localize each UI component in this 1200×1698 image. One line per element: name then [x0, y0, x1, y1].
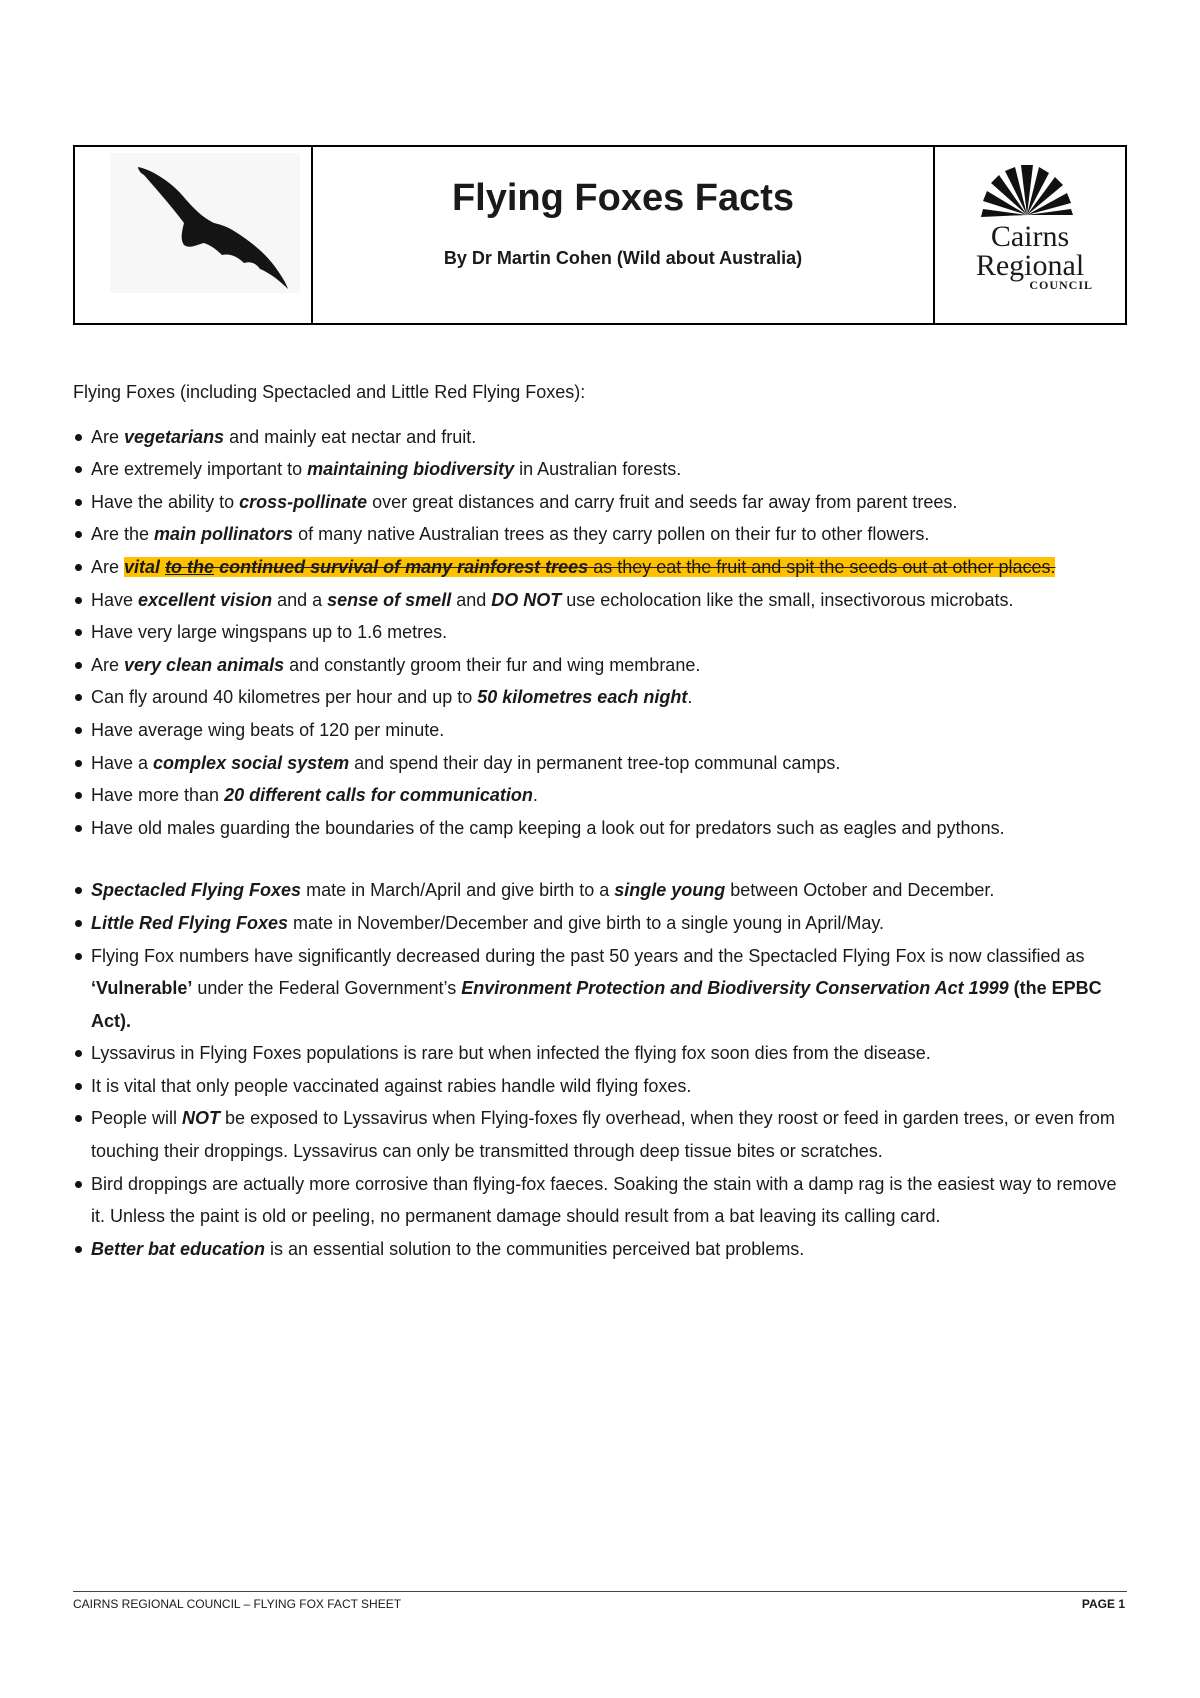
fact-text: Spectacled Flying Foxes — [91, 880, 302, 901]
header-table — [73, 145, 1127, 325]
fact-text: Flying Fox numbers have significantly decreased during the past 50 years and the Spectacled Flying Fox is now classified as — [91, 945, 1085, 966]
fact-text: main pollinators — [154, 524, 294, 545]
fact-text: 20 different calls for communication — [224, 785, 533, 806]
fact-text: and spend their day in permanent tree-top communal camps. — [349, 752, 841, 773]
fact-text: to the — [165, 556, 215, 577]
fact-text: excellent vision — [138, 589, 273, 610]
fact-item — [73, 907, 1133, 940]
fact-text: . — [687, 687, 693, 708]
fact-text: Have the ability to — [91, 491, 240, 512]
fact-item — [73, 551, 1133, 584]
fact-item — [73, 779, 1133, 812]
fact-text: Have very large wingspans up to 1.6 metres. — [91, 622, 448, 643]
fact-text: (the EPBC Act). — [91, 978, 1102, 1031]
fact-text: and a — [272, 589, 328, 610]
fact-text: continued survival of many rainforest trees — [219, 556, 589, 577]
footer-document-name: CAIRNS REGIONAL COUNCIL – FLYING FOX FACT SHEET — [73, 1597, 402, 1611]
fact-text: DO NOT — [491, 589, 562, 610]
fact-text: single young — [614, 880, 726, 901]
fact-text: People will — [91, 1108, 183, 1129]
facts-list-general — [73, 421, 1133, 845]
header-logo-cell — [935, 147, 1125, 323]
fact-text: Are — [91, 654, 125, 675]
fact-text: complex social system — [153, 752, 350, 773]
fact-text: very clean animals — [124, 654, 285, 675]
fact-text: Can fly around 40 kilometres per hour and up to — [91, 687, 478, 708]
fact-text: mate in March/April and give birth to a — [301, 880, 615, 901]
fact-text: Better bat education — [91, 1238, 266, 1259]
fact-item — [73, 874, 1133, 907]
fact-text: of many native Australian trees as they carry pollen on their fur to other flowers. — [293, 524, 930, 545]
fact-text: over great distances and carry fruit and seeds far away from parent trees. — [367, 491, 958, 512]
fact-sheet-body — [73, 376, 1133, 1265]
fact-text: as they eat the fruit and spit the seeds out at other places. — [588, 556, 1056, 577]
fact-item — [73, 1037, 1133, 1070]
fact-text: and — [451, 589, 492, 610]
fact-text: be exposed to Lyssavirus when Flying-foxes fly overhead, when they roost or feed in garden trees, or even from touching their droppings. Lyssavirus can only be transmitted through deep tissue bites or scratches. — [91, 1108, 1115, 1162]
page-title: Flying Foxes Facts — [451, 177, 795, 219]
fact-text: is an essential solution to the communities perceived bat problems. — [265, 1238, 805, 1259]
fact-text: vital — [124, 556, 161, 577]
fact-text: . — [532, 785, 538, 806]
fact-text: Lyssavirus in Flying Foxes populations is rare but when infected the flying fox soon dies from the disease. — [91, 1043, 931, 1064]
fact-item — [73, 681, 1133, 714]
fact-item — [73, 616, 1133, 649]
fact-item — [73, 1070, 1133, 1103]
fact-text: in Australian forests. — [514, 459, 682, 480]
fact-item — [73, 1168, 1133, 1233]
cairns-regional-council-logo — [947, 153, 1113, 293]
fact-text: mate in November/December and give birth to a single young in April/May. — [288, 912, 884, 933]
fact-item — [73, 584, 1133, 617]
fact-item — [73, 649, 1133, 682]
fact-text: Environment Protection and Biodiversity Conservation Act 1999 — [461, 978, 1009, 999]
fact-item — [73, 486, 1133, 519]
intro-line: Flying Foxes (including Spectacled and Little Red Flying Foxes): — [73, 382, 586, 402]
header-image-cell — [75, 147, 313, 323]
fact-text: maintaining biodiversity — [307, 459, 515, 480]
fact-text: Have average wing beats of 120 per minute. — [91, 719, 445, 740]
fact-text: between October and December. — [725, 880, 995, 901]
fact-text: Are — [91, 426, 125, 447]
author-byline: By Dr Martin Cohen (Wild about Australia) — [443, 248, 803, 268]
fact-item — [73, 453, 1133, 486]
fact-text: Are extremely important to — [91, 459, 308, 480]
fact-text: under the Federal Government’s — [192, 978, 462, 999]
fact-text: ‘Vulnerable’ — [91, 978, 193, 999]
fact-text: Bird droppings are actually more corrosive than flying-fox faeces. Soaking the stain with a damp rag is the easiest way to remove it. Unless the paint is old or peeling, no permanent damage should result from a bat leaving its calling card. — [91, 1173, 1117, 1227]
fact-item — [73, 714, 1133, 747]
logo-lettering: Cairns Regional COUNCIL — [975, 220, 1093, 292]
facts-list-breeding-and-health — [73, 874, 1133, 1265]
fact-text: NOT — [182, 1108, 221, 1129]
fact-text: Have more than — [91, 785, 225, 806]
fact-text: use echolocation like the small, insectivorous microbats. — [561, 589, 1014, 610]
footer-page-number: PAGE 1 — [1081, 1597, 1125, 1611]
fact-item — [73, 1233, 1133, 1266]
fact-item — [73, 812, 1133, 845]
fact-item — [73, 421, 1133, 454]
fact-text: Are — [91, 556, 125, 577]
fact-item — [73, 747, 1133, 780]
fact-text: Are the — [91, 524, 155, 545]
fact-text: Little Red Flying Foxes — [91, 912, 289, 933]
fact-text: and constantly groom their fur and wing membrane. — [284, 654, 701, 675]
fact-text: and mainly eat nectar and fruit. — [224, 426, 477, 447]
fact-item — [73, 518, 1133, 551]
fact-text: Have — [91, 589, 139, 610]
header-title-cell — [313, 147, 935, 323]
fact-item — [73, 940, 1133, 1038]
fact-item — [73, 1102, 1133, 1167]
fact-text: sense of smell — [327, 589, 452, 610]
fact-text: vegetarians — [124, 426, 225, 447]
fact-text: 50 kilometres each night — [477, 687, 688, 708]
footer-divider — [73, 1591, 1127, 1592]
fact-text: It is vital that only people vaccinated against rabies handle wild flying foxes. — [91, 1075, 692, 1096]
flying-fox-silhouette-icon — [110, 153, 300, 293]
fact-text: Have a — [91, 752, 154, 773]
fact-text: cross-pollinate — [239, 491, 368, 512]
fact-text: Have old males guarding the boundaries of the camp keeping a look out for predators such as eagles and pythons. — [91, 817, 1005, 838]
